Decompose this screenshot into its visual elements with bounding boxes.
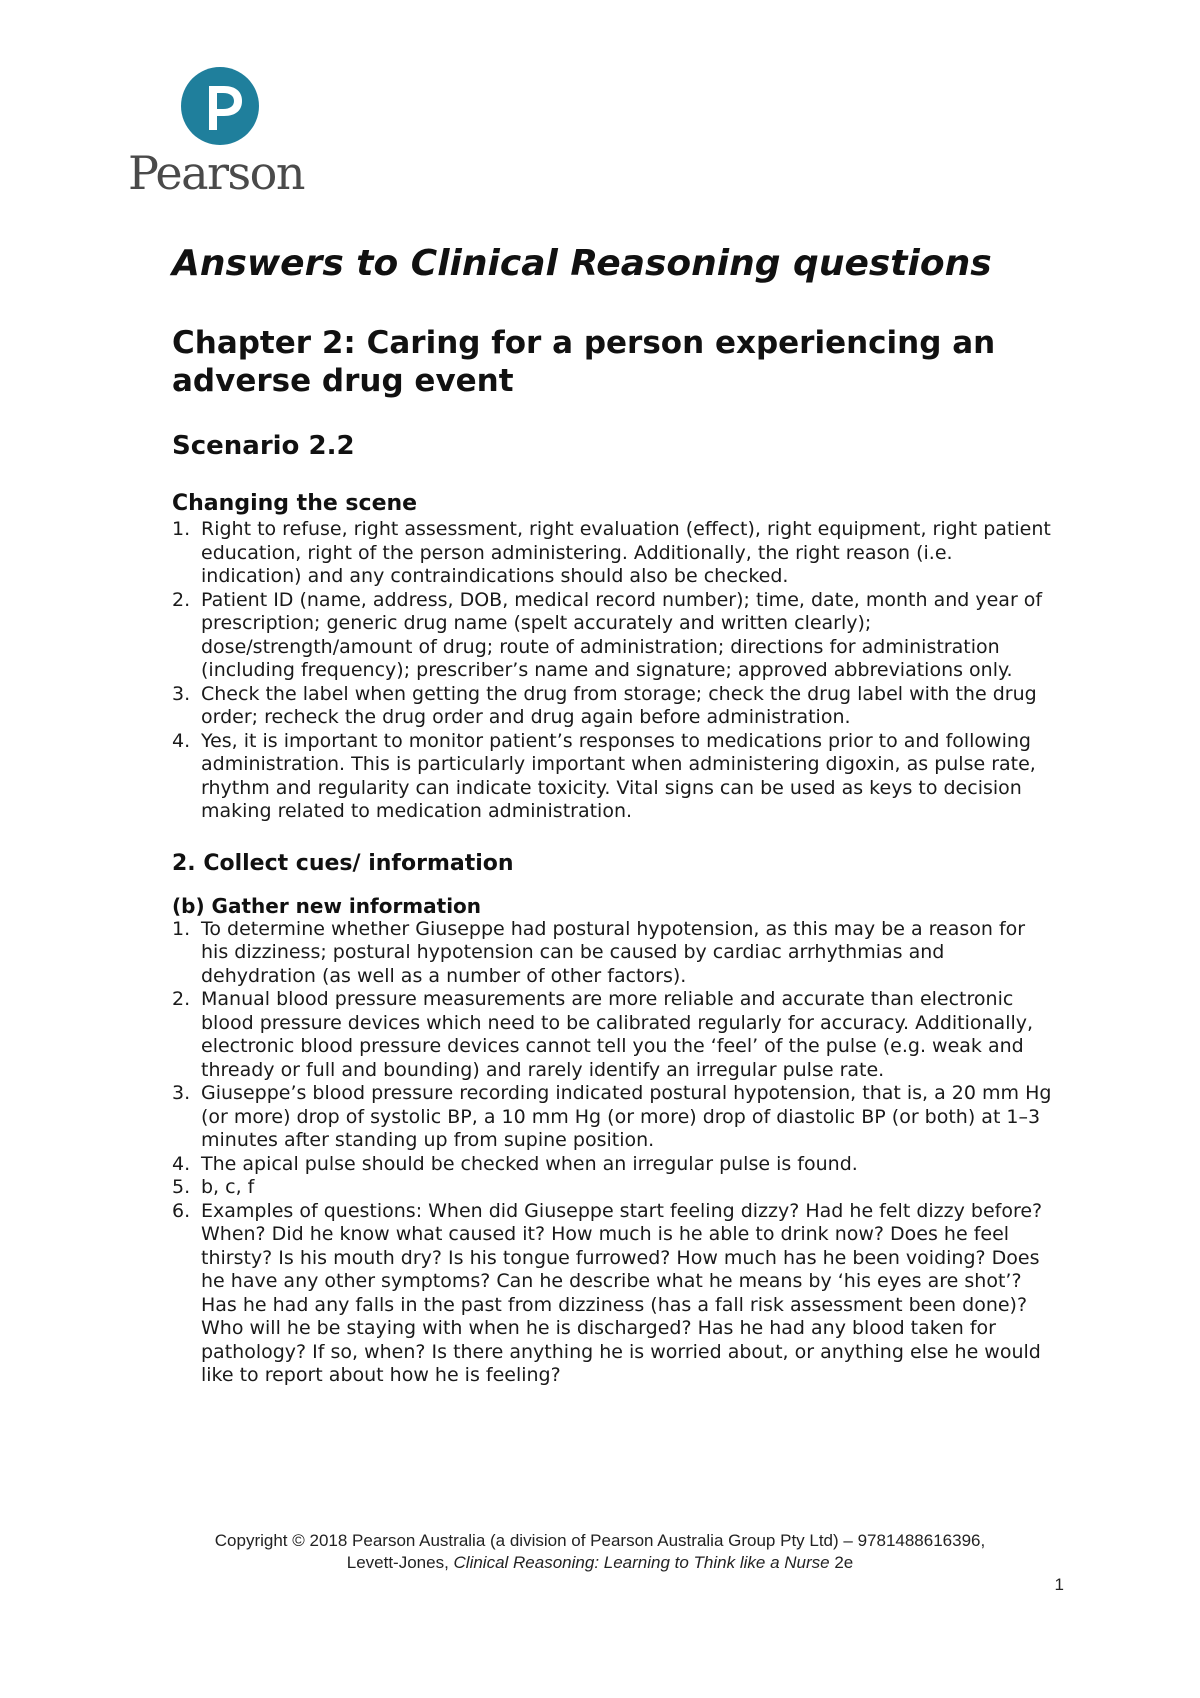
list-text: The apical pulse should be checked when an irregular pulse is found. (201, 1152, 858, 1175)
subheading-gather-info: (b) Gather new information (172, 893, 482, 918)
list-text: Patient ID (name, address, DOB, medical record number); time, date, month and year of prescription; generic drug name (spelt accurately and written clearly); dose/strength/amount of drug; route of administration; directions for administration (including frequency); prescriber’s name and signature; approved abbreviations only. (201, 588, 1043, 681)
citation-author: Levett-Jones, (346, 1553, 454, 1572)
changing-scene-list (172, 518, 1052, 824)
list-item (172, 988, 1052, 1082)
citation-line (0, 1552, 1200, 1574)
list-number: 2. (172, 988, 191, 1010)
list-text: b, c, f (201, 1176, 255, 1198)
list-item (172, 1200, 1052, 1388)
list-number: 5. (172, 1176, 191, 1198)
list-item (172, 1082, 1052, 1153)
list-number: 4. (172, 729, 191, 752)
list-text: Examples of questions: When did Giuseppe start feeling dizzy? Had he felt dizzy before? When? Did he know what caused it? How much is he able to drink now? Does he feel thirsty? Is his mouth dry? Is his tongue furrowed? How much has he been voiding? Does he have any other symptoms? Can he describe what he means by ‘his eyes are shot’? Has he had any falls in the past from dizziness (has a fall risk assessment been done)? Who will he be staying with when he is discharged? Has he had any blood taken for pathology? If so, when? Is there anything he is worried about, or anything else he would like to report about how he is feeling? (201, 1199, 1043, 1386)
list-item (172, 518, 1052, 589)
pearson-wordmark: Pearson (128, 146, 304, 200)
list-number: 6. (172, 1199, 191, 1222)
section-heading-changing-scene: Changing the scene (172, 491, 418, 516)
list-text: To determine whether Giuseppe had postural hypotension, as this may be a reason for his dizziness; postural hypotension can be caused by cardiac arrhythmias and dehydration (as well as a number of other factors). (201, 917, 1026, 987)
list-text: Yes, it is important to monitor patient’s responses to medications prior to and following administration. This is particularly important when administering digoxin, as pulse rate, rhythm and regularity can indicate toxicity. Vital signs can be used as keys to decision making related to medication administration. (201, 729, 1036, 822)
chapter-heading: Chapter 2: Caring for a person experiencing an adverse drug event (172, 325, 996, 399)
section-heading-collect-cues: 2. Collect cues/ information (172, 850, 514, 876)
citation-book-title: Clinical Reasoning: Learning to Think like a Nurse (453, 1553, 830, 1572)
copyright-line: Copyright © 2018 Pearson Australia (a division of Pearson Australia Group Pty Ltd) – 9781488616396, (214, 1531, 986, 1550)
main-content (172, 240, 1052, 1388)
list-text: Check the label when getting the drug from storage; check the drug label with the drug order; recheck the drug order and drug again before administration. (201, 682, 1037, 728)
list-number: 1. (172, 917, 191, 940)
list-number: 2. (172, 588, 191, 611)
list-number: 3. (172, 682, 191, 705)
list-number: 3. (172, 1082, 191, 1104)
pearson-p-icon (128, 64, 328, 148)
list-number: 1. (172, 518, 191, 540)
list-number: 4. (172, 1152, 191, 1175)
copyright-footer (0, 1530, 1200, 1574)
page-title: Answers to Clinical Reasoning questions (172, 243, 992, 284)
scenario-heading: Scenario 2.2 (172, 431, 355, 461)
gather-info-list (172, 918, 1052, 1388)
list-text: Giuseppe’s blood pressure recording indicated postural hypotension, that is, a 20 mm Hg (or more) drop of systolic BP, a 10 mm Hg (or more) drop of diastolic BP (or both) at 1–3 minutes after standing up from supine position. (201, 1082, 1052, 1151)
list-item (172, 730, 1052, 824)
list-item (172, 589, 1052, 683)
list-item (172, 1176, 1052, 1200)
list-text: Right to refuse, right assessment, right evaluation (effect), right equipment, right patient education, right of the person administering. Additionally, the right reason (i.e. indication) and any contraindications should also be checked. (201, 518, 1051, 587)
list-item (172, 683, 1052, 730)
page-number: 1 (1054, 1575, 1064, 1594)
pearson-logo (128, 64, 328, 204)
list-item (172, 918, 1052, 989)
list-item (172, 1153, 1052, 1177)
citation-edition: 2e (829, 1553, 854, 1572)
list-text: Manual blood pressure measurements are more reliable and accurate than electronic blood pressure devices which need to be calibrated regularly for accuracy. Additionally, electronic blood pressure devices cannot tell you the ‘feel’ of the pulse (e.g. weak and thready or full and bounding) and rarely identify an irregular pulse rate. (201, 988, 1034, 1081)
